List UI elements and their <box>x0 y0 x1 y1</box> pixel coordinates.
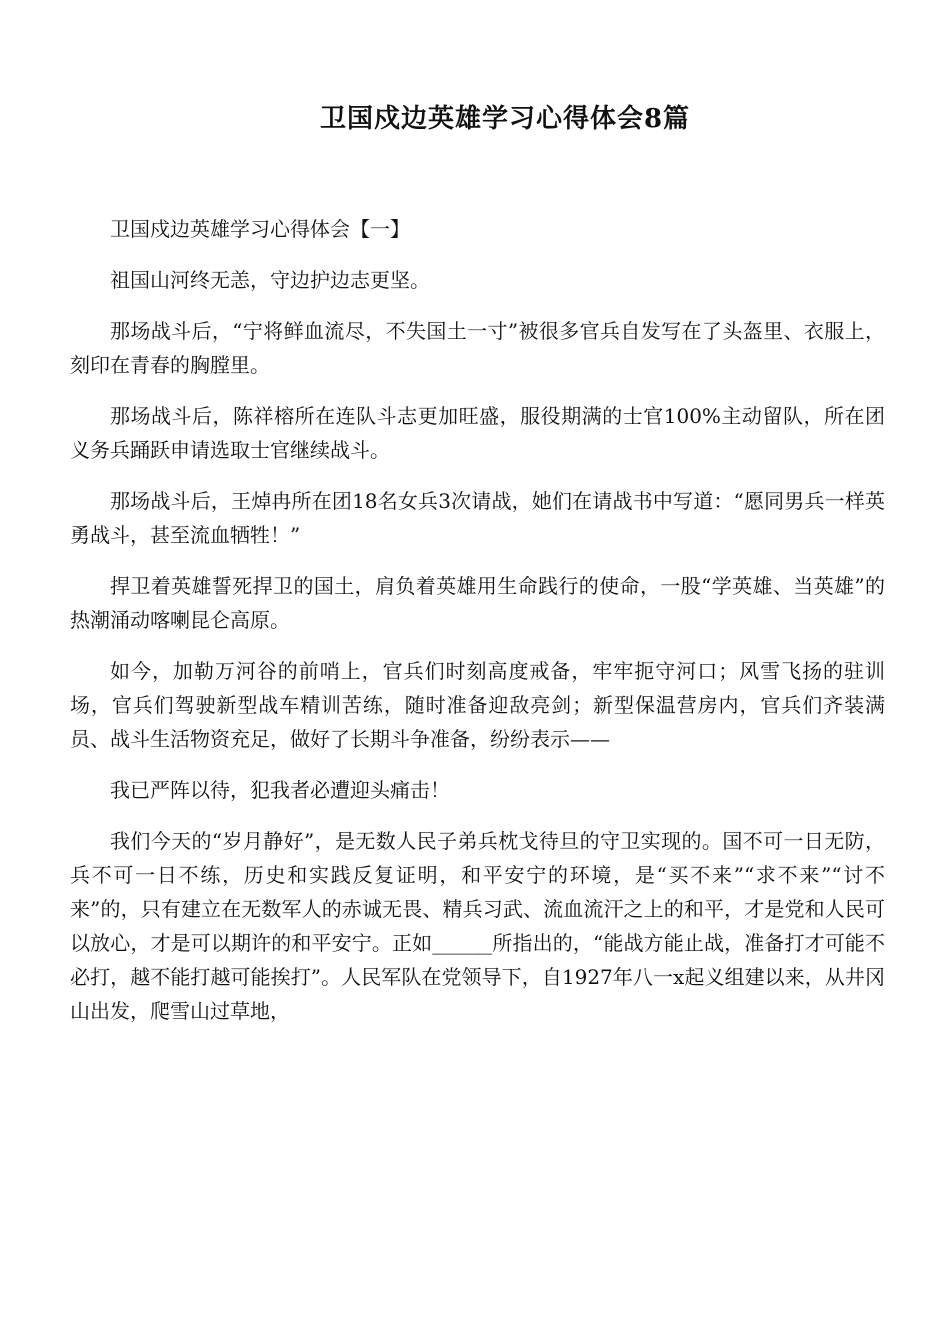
paragraph: 那场战斗后，陈祥榕所在连队斗志更加旺盛，服役期满的士官100%主动留队，所在团义务兵踊跃申请选取士官继续战斗。 <box>70 404 885 462</box>
document-body <box>70 212 885 1045</box>
paragraph: 如今，加勒万河谷的前哨上，官兵们时刻高度戒备，牢牢扼守河口；风雪飞扬的驻训场，官兵们驾驶新型战车精训苦练，随时准备迎敌亮剑；新型保温营房内，官兵们齐装满员、战斗生活物资充足，做好了长期斗争准备，纷纷表示—— <box>70 659 885 751</box>
paragraph: 捍卫着英雄誓死捍卫的国土，肩负着英雄用生命践行的使命，一股“学英雄、当英雄”的热潮涌动喀喇昆仑高原。 <box>70 574 885 632</box>
paragraph: 祖国山河终无恙，守边护边志更坚。 <box>110 268 430 292</box>
paragraph: 那场战斗后，王焯冉所在团18名女兵3次请战，她们在请战书中写道：“愿同男兵一样英勇战斗，甚至流血牺牲！” <box>70 489 885 547</box>
paragraph: 我们今天的“岁月静好”，是无数人民子弟兵枕戈待旦的守卫实现的。国不可一日无防，兵不可一日不练，历史和实践反复证明，和平安宁的环境，是“买不来”“求不来”“讨不来”的，只有建立在无数军人的赤诚无畏、精兵习武、流血流汗之上的和平，才是党和人民可以放心，才是可以期许的和平安宁。正如______所指出的，“能战方能止战，准备打才可能不必打，越不能打越可能挨打”。人民军队在党领导下，自1927年八一x起义组建以来，从井冈山出发，爬雪山过草地， <box>70 829 885 1023</box>
paragraph: 那场战斗后，“宁将鲜血流尽，不失国土一寸”被很多官兵自发写在了头盔里、衣服上，刻印在青春的胸膛里。 <box>70 319 885 377</box>
document-title: 卫国戍边英雄学习心得体会8篇 <box>319 104 691 134</box>
paragraph: 我已严阵以待，犯我者必遭迎头痛击！ <box>110 778 450 802</box>
section-heading: 卫国戍边英雄学习心得体会【一】 <box>110 217 410 241</box>
